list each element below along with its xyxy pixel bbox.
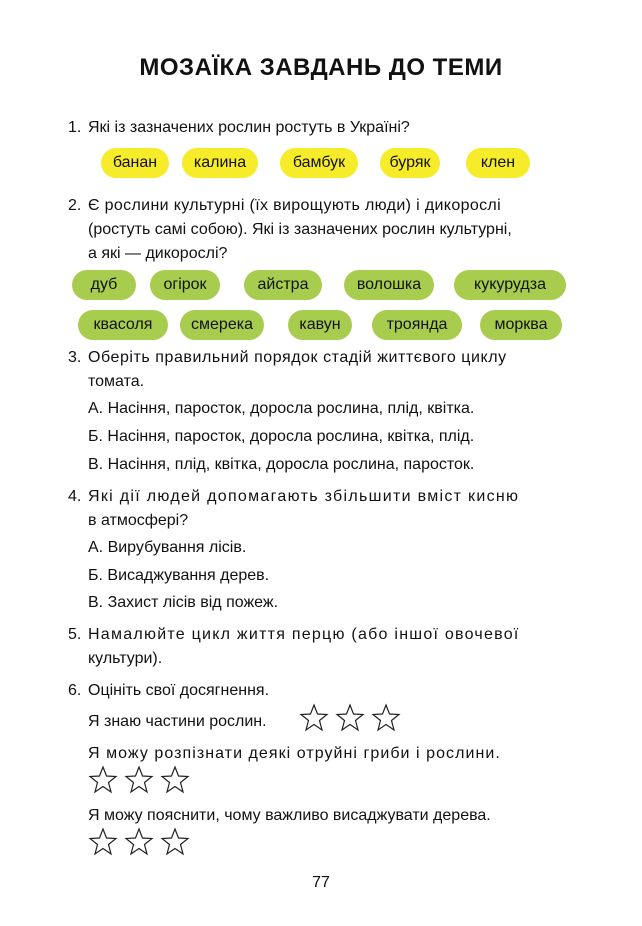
question-6-text: Оцініть свої досягнення.: [88, 682, 270, 699]
self-assessment-item: Я можу пояснити, чому важливо висаджувати дерева.: [88, 807, 491, 824]
question-2-line: [88, 195, 572, 217]
question-6-number: 6.: [68, 682, 82, 699]
option-pill: квасоля: [78, 310, 168, 340]
option-pill: клен: [466, 148, 530, 178]
option-pill: огірок: [150, 270, 220, 300]
question-2-line: (ростуть самі собою). Які із зазначених рослин культурні,: [88, 221, 512, 238]
page-title: МОЗАЇКА ЗАВДАНЬ ДО ТЕМИ: [139, 54, 503, 81]
option-pill: троянда: [372, 310, 462, 340]
star-outline-icon[interactable]: [335, 703, 365, 733]
option-pill: кавун: [288, 310, 352, 340]
answer-option: А. Вирубування лісів.: [88, 539, 247, 556]
star-outline-icon[interactable]: [160, 765, 190, 795]
question-2-line: а які — дикорослі?: [88, 245, 228, 262]
option-pill: кукурудза: [454, 270, 566, 300]
star-outline-icon[interactable]: [88, 765, 118, 795]
self-assessment-item: Я можу розпізнати деякі отруйні гриби і рослини.: [88, 745, 501, 762]
star-outline-icon[interactable]: [160, 827, 190, 857]
question-5-line: культури).: [88, 650, 163, 667]
question-4-line: Які дії людей допомагають збільшити вміст кисню: [88, 488, 520, 505]
option-pill: смерека: [180, 310, 264, 340]
star-outline-icon[interactable]: [299, 703, 329, 733]
question-2-number: 2.: [68, 197, 82, 214]
answer-option: В. Насіння, плід, квітка, доросла рослина, паросток.: [88, 456, 475, 473]
answer-option: А. Насіння, паросток, доросла рослина, плід, квітка.: [88, 400, 475, 417]
answer-option: В. Захист лісів від пожеж.: [88, 594, 279, 611]
star-outline-icon[interactable]: [124, 827, 154, 857]
star-outline-icon[interactable]: [124, 765, 154, 795]
option-pill: калина: [182, 148, 258, 178]
option-pill: банан: [101, 148, 169, 178]
answer-option: Б. Насіння, паросток, доросла рослина, квітка, плід.: [88, 428, 475, 445]
option-pill: морква: [480, 310, 562, 340]
star-outline-icon[interactable]: [371, 703, 401, 733]
option-pill: дуб: [72, 270, 136, 300]
option-pill: волошка: [344, 270, 434, 300]
question-2-text: Є рослини культурні (їх вирощують люди) і дикорослі: [88, 197, 502, 214]
star-outline-icon[interactable]: [88, 827, 118, 857]
rating-stars: [299, 703, 401, 733]
rating-stars: [88, 827, 190, 857]
page-number: 77: [312, 874, 330, 891]
question-3-line: томата.: [88, 373, 145, 390]
option-pill: айстра: [244, 270, 322, 300]
question-5-number: 5.: [68, 626, 82, 643]
question-1-text: Які із зазначених рослин ростуть в Україні?: [88, 119, 410, 136]
option-pill: бамбук: [280, 148, 358, 178]
self-assessment-item: Я знаю частини рослин.: [88, 713, 267, 730]
question-3-line: Оберіть правильний порядок стадій життєвого циклу: [88, 349, 507, 366]
question-3-number: 3.: [68, 349, 82, 366]
question-1-number: 1.: [68, 119, 82, 136]
question-4-line: в атмосфері?: [88, 512, 189, 529]
question-4-number: 4.: [68, 488, 82, 505]
question-5-line: Намалюйте цикл життя перцю (або іншої овочевої: [88, 626, 520, 643]
answer-option: Б. Висаджування дерев.: [88, 567, 270, 584]
option-pill: буряк: [380, 148, 440, 178]
rating-stars: [88, 765, 190, 795]
